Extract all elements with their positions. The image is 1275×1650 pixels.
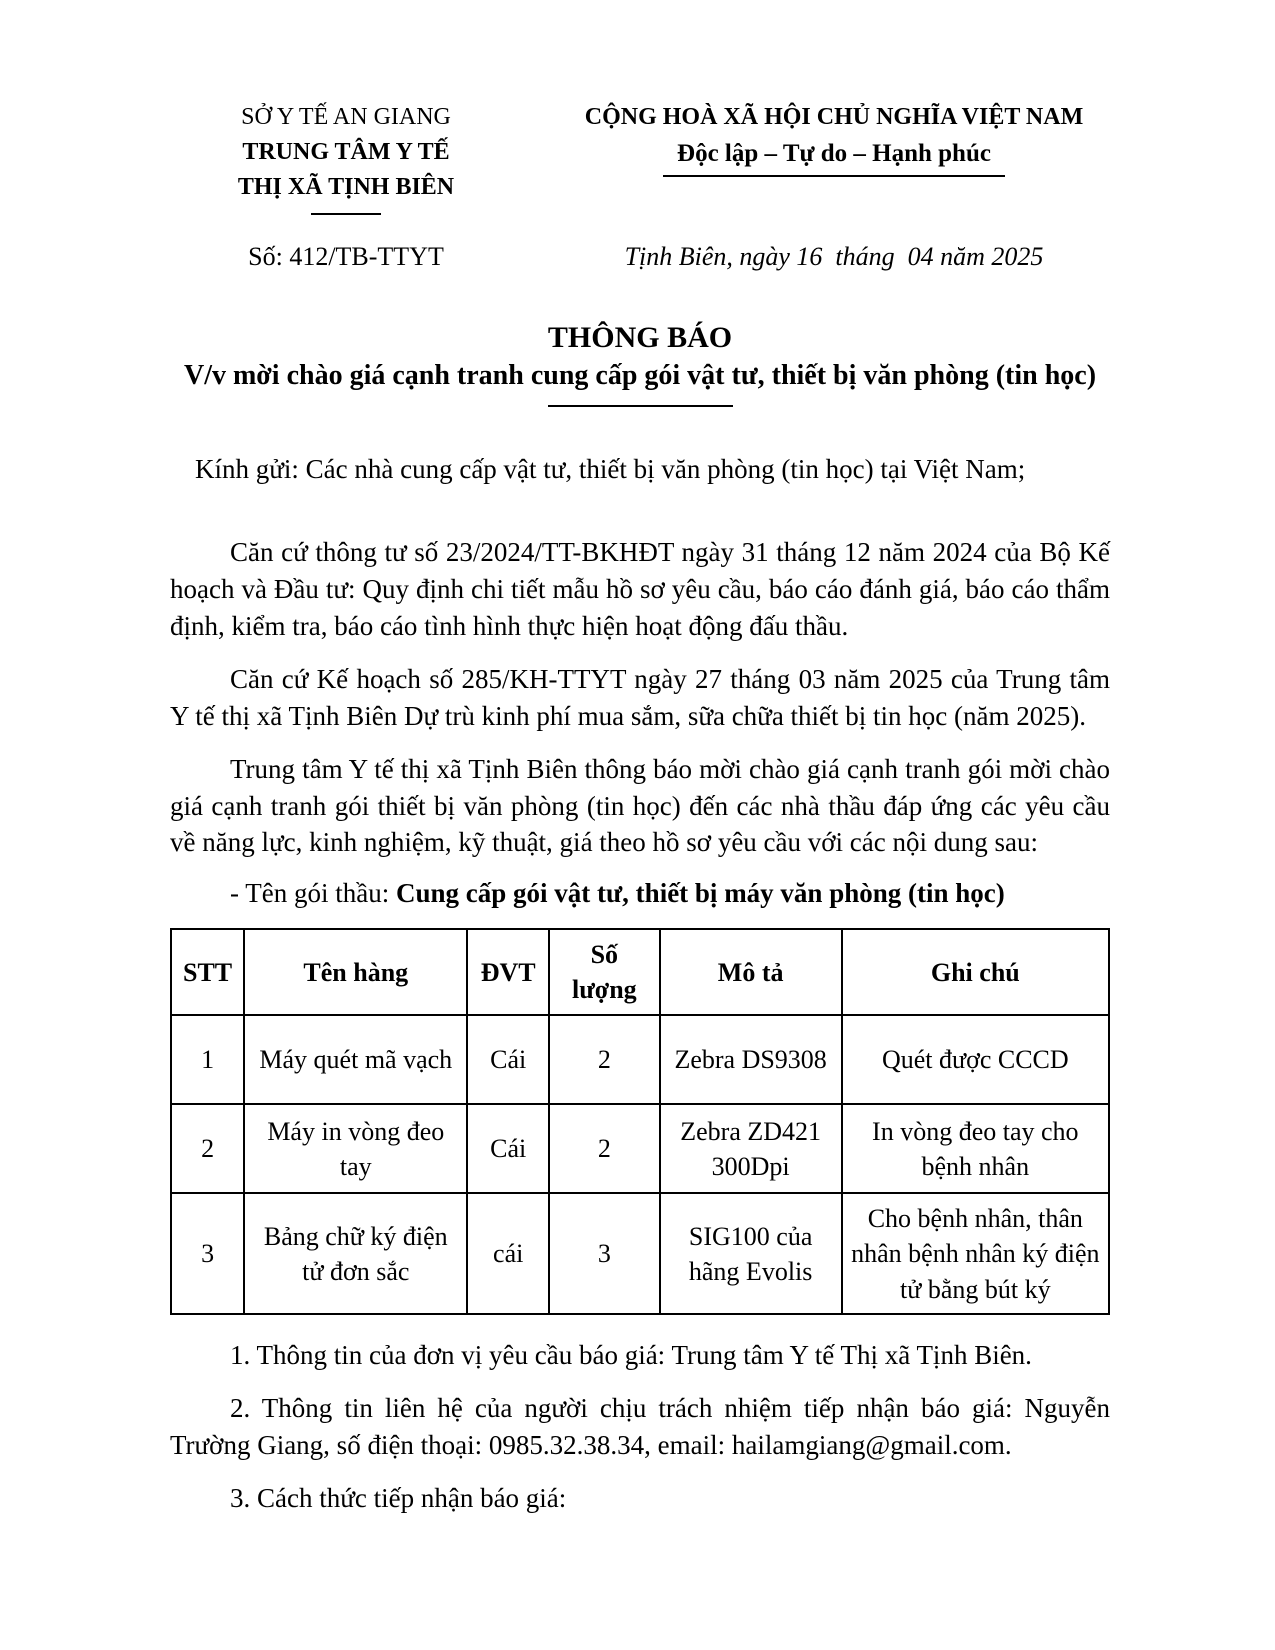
cell-so-luong: 2 xyxy=(549,1015,660,1104)
cell-ten-hang: Máy quét mã vạch xyxy=(244,1015,467,1104)
org-separator-rule xyxy=(311,213,381,215)
org-name-line2: THỊ XÃ TỊNH BIÊN xyxy=(237,174,455,200)
col-header-mo-ta: Mô tả xyxy=(660,929,842,1015)
cell-so-luong: 2 xyxy=(549,1104,660,1193)
table-row xyxy=(171,1015,1109,1104)
cell-dvt: cái xyxy=(467,1193,549,1314)
paragraph-legal-basis-1: Căn cứ thông tư số 23/2024/TT-BKHĐT ngày 31 tháng 12 năm 2024 của Bộ Kế hoạch và Đầu tư: Quy định chi tiết mẫu hồ sơ yêu cầu, báo cáo đánh giá, báo cáo thẩm định, kiểm tra, báo cáo tình hình thực hiện hoạt động đấu thầu. xyxy=(170,536,1110,641)
national-header-block xyxy=(558,100,1110,215)
col-header-dvt: ĐVT xyxy=(467,929,549,1015)
cell-stt: 3 xyxy=(171,1193,244,1314)
cell-mo-ta: Zebra ZD421 300Dpi xyxy=(660,1104,842,1193)
numbered-item-1: 1. Thông tin của đơn vị yêu cầu báo giá: Trung tâm Y tế Thị xã Tịnh Biên. xyxy=(230,1340,1032,1371)
table-row xyxy=(171,1104,1109,1193)
salutation-line: Kính gửi: Các nhà cung cấp vật tư, thiết bị văn phòng (tin học) tại Việt Nam; xyxy=(195,453,1026,484)
cell-ghi-chu: In vòng đeo tay cho bệnh nhân xyxy=(842,1104,1109,1193)
cell-ghi-chu: Quét được CCCD xyxy=(842,1015,1109,1104)
paragraph-legal-basis-2: Căn cứ Kế hoạch số 285/KH-TTYT ngày 27 tháng 03 năm 2025 của Trung tâm Y tế thị xã Tịnh Biên Dự trù kinh phí mua sắm, sữa chữa thiết bị tin học (năm 2025). xyxy=(170,663,1110,731)
col-header-ten-hang: Tên hàng xyxy=(244,929,467,1015)
col-header-ghi-chu: Ghi chú xyxy=(842,929,1109,1015)
numbered-item-3: 3. Cách thức tiếp nhận báo giá: xyxy=(230,1483,567,1514)
document-header xyxy=(170,100,1110,215)
col-header-stt: STT xyxy=(171,929,244,1015)
cell-stt: 1 xyxy=(171,1015,244,1104)
paragraph-announcement: Trung tâm Y tế thị xã Tịnh Biên thông báo mời chào giá cạnh tranh gói mời chào giá cạnh tranh gói thiết bị văn phòng (tin học) đến các nhà thầu đáp ứng các yêu cầu về năng lực, kinh nghiệm, kỹ thuật, giá theo hồ sơ yêu cầu với các nội dung sau: xyxy=(170,753,1110,858)
cell-ten-hang: Máy in vòng đeo tay xyxy=(244,1104,467,1193)
package-name-line xyxy=(170,875,1110,912)
cell-ghi-chu: Cho bệnh nhân, thân nhân bệnh nhân ký điện tử bằng bút ký xyxy=(842,1193,1109,1314)
national-motto: Độc lập – Tự do – Hạnh phúc xyxy=(663,137,1005,177)
col-header-so-luong: Số lượng xyxy=(549,929,660,1015)
place-date-line: Tịnh Biên, ngày 16 tháng 04 năm 2025 xyxy=(624,242,1044,271)
document-title: THÔNG BÁO xyxy=(547,320,733,354)
issuing-org-block xyxy=(170,100,522,215)
document-number: Số: 412/TB-TTYT xyxy=(248,242,444,271)
package-name: Cung cấp gói vật tư, thiết bị máy văn phòng (tin học) xyxy=(395,878,1005,909)
national-title: CỘNG HOÀ XÃ HỘI CHỦ NGHĨA VIỆT NAM xyxy=(584,104,1084,130)
package-name-prefix: - Tên gói thầu: xyxy=(230,878,396,909)
numbered-item-2: 2. Thông tin liên hệ của người chịu trách nhiệm tiếp nhận báo giá: Nguyễn Trường Giang, số điện thoại: 0985.32.38.34, email: hailamgiang@gmail.com. xyxy=(170,1393,1110,1461)
document-header-row2 xyxy=(170,239,1110,275)
cell-ten-hang: Bảng chữ ký điện tử đơn sắc xyxy=(244,1193,467,1314)
cell-mo-ta: Zebra DS9308 xyxy=(660,1015,842,1104)
cell-stt: 2 xyxy=(171,1104,244,1193)
table-header-row xyxy=(171,929,1109,1015)
cell-dvt: Cái xyxy=(467,1104,549,1193)
title-separator-rule xyxy=(548,405,733,407)
table-row xyxy=(171,1193,1109,1314)
org-name-line1: TRUNG TÂM Y TẾ xyxy=(242,139,450,165)
cell-dvt: Cái xyxy=(467,1015,549,1104)
cell-mo-ta: SIG100 của hãng Evolis xyxy=(660,1193,842,1314)
goods-table xyxy=(170,928,1110,1315)
cell-so-luong: 3 xyxy=(549,1193,660,1314)
document-subtitle: V/v mời chào giá cạnh tranh cung cấp gói vật tư, thiết bị văn phòng (tin học) xyxy=(183,359,1097,391)
title-block xyxy=(170,321,1110,407)
org-parent-name: SỞ Y TẾ AN GIANG xyxy=(241,104,451,130)
